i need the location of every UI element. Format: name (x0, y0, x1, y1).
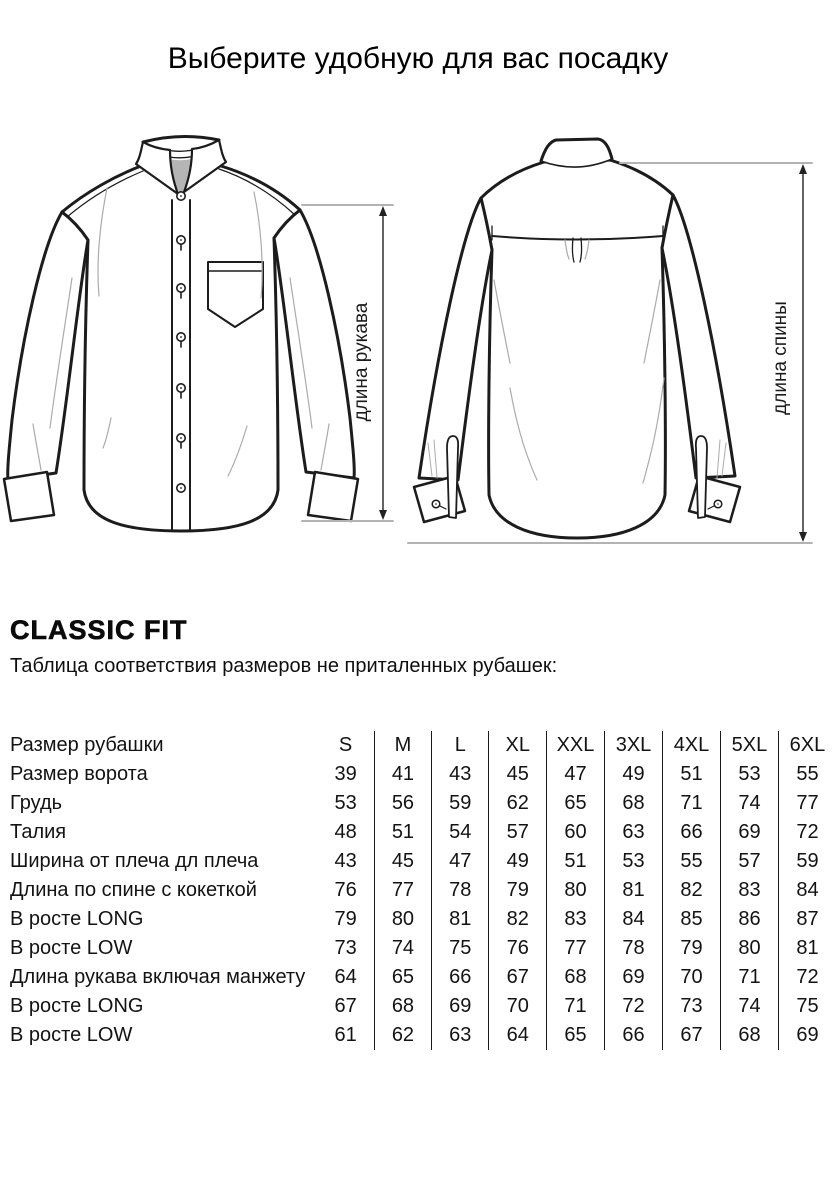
table-cell: 69 (605, 963, 663, 992)
table-cell: 57 (720, 847, 778, 876)
table-cell: 77 (546, 934, 604, 963)
table-cell: 54 (432, 818, 489, 847)
size-table-header-row (10, 731, 836, 760)
table-cell: 71 (663, 789, 721, 818)
table-cell: 78 (432, 876, 489, 905)
table-cell: 83 (720, 876, 778, 905)
shirt-front-drawing (4, 136, 358, 531)
table-cell: 63 (605, 818, 663, 847)
table-cell: 48 (334, 821, 357, 843)
table-cell: 65 (374, 963, 431, 992)
table-cell: 76 (489, 934, 546, 963)
table-cell: 66 (663, 818, 721, 847)
table-row (10, 818, 836, 847)
table-cell: 75 (432, 934, 489, 963)
table-cell: 51 (546, 847, 604, 876)
table-cell: 73 (663, 992, 721, 1021)
table-cell: 61 (334, 1024, 357, 1046)
table-cell: 65 (546, 789, 604, 818)
table-cell: 43 (432, 760, 489, 789)
table-cell: 68 (720, 1021, 778, 1050)
table-cell: 49 (605, 760, 663, 789)
table-cell: 51 (374, 818, 431, 847)
table-cell: 72 (778, 963, 836, 992)
table-cell: 79 (489, 876, 546, 905)
front-left-cuff (4, 472, 54, 521)
sleeve-length-label: длина рукава (351, 302, 372, 422)
table-cell: 74 (720, 992, 778, 1021)
table-cell: 79 (334, 908, 357, 930)
table-cell: 55 (663, 847, 721, 876)
table-cell: 53 (334, 792, 357, 814)
row-label: В росте LONG (10, 995, 144, 1017)
table-cell: 69 (432, 992, 489, 1021)
size-column-header: M (374, 731, 431, 760)
row-label: Талия (10, 821, 67, 843)
table-cell: 82 (663, 876, 721, 905)
table-cell: 80 (546, 876, 604, 905)
table-cell: 70 (489, 992, 546, 1021)
table-cell: 55 (778, 760, 836, 789)
row-label: Размер ворота (10, 763, 148, 785)
table-cell: 72 (778, 818, 836, 847)
row-label: В росте LONG (10, 908, 144, 930)
table-cell: 79 (663, 934, 721, 963)
back-collar-stand (541, 139, 612, 167)
table-cell: 77 (374, 876, 431, 905)
back-length-arrow (799, 164, 807, 542)
table-cell: 76 (334, 879, 357, 901)
front-left-sleeve (8, 212, 88, 480)
table-row (10, 847, 836, 876)
front-body (62, 166, 300, 531)
size-column-header: XL (489, 731, 546, 760)
table-cell: 49 (489, 847, 546, 876)
back-right-sleeve (662, 195, 735, 478)
back-length-label: длина спины (770, 301, 791, 415)
table-cell: 69 (778, 1021, 836, 1050)
table-cell: 80 (374, 905, 431, 934)
table-cell: 65 (546, 1021, 604, 1050)
table-cell: 80 (720, 934, 778, 963)
table-cell: 64 (334, 966, 357, 988)
row-label: Длина по спине с кокеткой (10, 879, 257, 901)
table-cell: 45 (374, 847, 431, 876)
row-label: В росте LOW (10, 1024, 133, 1046)
table-cell: 53 (720, 760, 778, 789)
table-cell: 75 (778, 992, 836, 1021)
table-cell: 63 (432, 1021, 489, 1050)
row-label: Ширина от плеча дл плеча (10, 850, 259, 872)
table-cell: 56 (374, 789, 431, 818)
table-cell: 71 (546, 992, 604, 1021)
table-cell: 68 (546, 963, 604, 992)
shirts-diagram (0, 128, 836, 560)
row-label: Размер рубашки (10, 734, 164, 756)
fit-subtitle: Таблица соответствия размеров не приталенных рубашек: (10, 655, 558, 677)
sleeve-length-arrow (379, 206, 387, 520)
table-cell: 68 (605, 789, 663, 818)
table-cell: 85 (663, 905, 721, 934)
table-cell: 82 (489, 905, 546, 934)
table-cell: 81 (605, 876, 663, 905)
table-cell: 78 (605, 934, 663, 963)
shirt-fit-diagram (0, 128, 836, 560)
table-cell: 71 (720, 963, 778, 992)
size-column-header: L (432, 731, 489, 760)
shirt-back-drawing (414, 139, 740, 538)
table-cell: 70 (663, 963, 721, 992)
table-cell: 73 (334, 937, 357, 959)
table-cell: 53 (605, 847, 663, 876)
table-cell: 83 (546, 905, 604, 934)
table-cell: 66 (605, 1021, 663, 1050)
table-cell: 64 (489, 1021, 546, 1050)
table-cell: 72 (605, 992, 663, 1021)
table-cell: 51 (663, 760, 721, 789)
table-row (10, 789, 836, 818)
table-cell: 62 (489, 789, 546, 818)
front-right-sleeve (274, 210, 354, 478)
table-cell: 84 (778, 876, 836, 905)
table-row (10, 760, 836, 789)
table-cell: 39 (334, 763, 357, 785)
size-column-header: 3XL (605, 731, 663, 760)
row-label: Грудь (10, 792, 63, 814)
table-row (10, 934, 836, 963)
table-cell: 45 (489, 760, 546, 789)
table-cell: 67 (663, 1021, 721, 1050)
table-cell: 86 (720, 905, 778, 934)
table-cell: 81 (778, 934, 836, 963)
size-column-header: XXL (546, 731, 604, 760)
table-row (10, 1021, 836, 1050)
table-cell: 43 (334, 850, 357, 872)
table-cell: 62 (374, 1021, 431, 1050)
table-cell: 67 (334, 995, 357, 1017)
table-cell: 67 (489, 963, 546, 992)
table-cell: 57 (489, 818, 546, 847)
table-cell: 60 (546, 818, 604, 847)
table-cell: 87 (778, 905, 836, 934)
size-column-header: S (338, 734, 353, 756)
size-column-header: 6XL (778, 731, 836, 760)
front-right-cuff (308, 472, 358, 521)
table-row (10, 992, 836, 1021)
page-title: Выберите удобную для вас посадку (167, 42, 669, 75)
collar-top-edge (143, 136, 219, 142)
table-row (10, 876, 836, 905)
table-row (10, 905, 836, 934)
table-cell: 47 (432, 847, 489, 876)
size-column-header: 5XL (720, 731, 778, 760)
table-cell: 69 (720, 818, 778, 847)
table-cell: 77 (778, 789, 836, 818)
table-cell: 41 (374, 760, 431, 789)
table-cell: 74 (374, 934, 431, 963)
row-label: Длина рукава включая манжету (10, 966, 306, 988)
table-cell: 84 (605, 905, 663, 934)
table-cell: 59 (778, 847, 836, 876)
table-row (10, 963, 836, 992)
table-cell: 59 (432, 789, 489, 818)
size-column-header: 4XL (663, 731, 721, 760)
table-cell: 74 (720, 789, 778, 818)
table-cell: 68 (374, 992, 431, 1021)
back-body (481, 160, 673, 538)
row-label: В росте LOW (10, 937, 133, 959)
fit-heading: CLASSIC FIT (10, 615, 188, 645)
size-table (10, 731, 836, 1050)
table-cell: 66 (432, 963, 489, 992)
table-cell: 81 (432, 905, 489, 934)
table-cell: 47 (546, 760, 604, 789)
